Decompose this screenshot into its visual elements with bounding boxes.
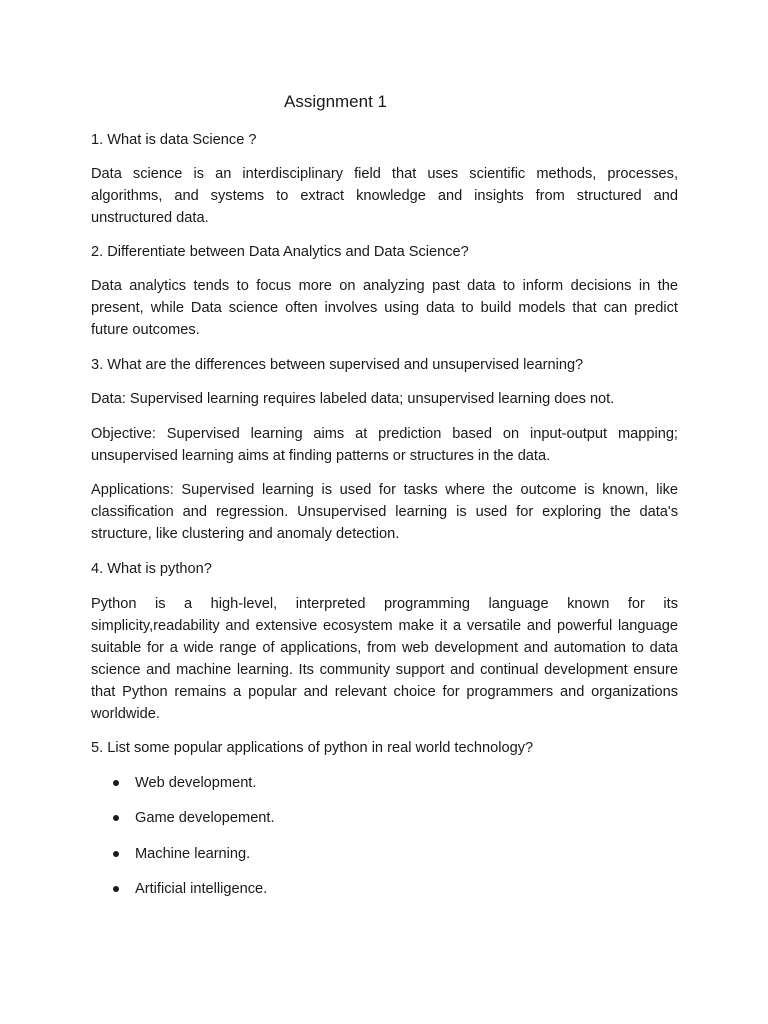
question-3: 3. What are the differences between supervised and unsupervised learning? <box>91 357 584 373</box>
question-2: 2. Differentiate between Data Analytics and Data Science? <box>91 244 469 260</box>
question-5: 5. List some popular applications of python in real world technology? <box>91 740 534 756</box>
list-item-text: Web development. <box>135 775 257 791</box>
document-title: Assignment 1 <box>284 92 387 111</box>
bullet-icon <box>113 886 119 892</box>
bullet-icon <box>113 780 119 786</box>
question-4: 4. What is python? <box>91 561 212 577</box>
list-item-text: Game developement. <box>135 810 275 826</box>
bullet-icon <box>113 851 119 857</box>
question-1: 1. What is data Science ? <box>91 132 257 148</box>
answer-2: Data analytics tends to focus more on analyzing past data to inform decisions in the present, while Data science often involves using data to build models that can predict future outcomes. <box>91 278 678 338</box>
answer-3-applications: Applications: Supervised learning is used for tasks where the outcome is known, like classification and regression. Unsupervised learning is used for exploring the data's structure, like clustering and anomaly detection. <box>91 482 678 542</box>
answer-1: Data science is an interdisciplinary field that uses scientific methods, processes, algorithms, and systems to extract knowledge and insights from structured and unstructured data. <box>91 166 678 226</box>
answer-4: Python is a high-level, interpreted programming language known for its simplicity,readability and extensive ecosystem make it a versatile and powerful language suitable for a wide range of applications, from web development and automation to data science and machine learning. Its community support and continual development ensure that Python remains a popular and relevant choice for programmers and organizations worldwide. <box>91 596 678 722</box>
bullet-icon <box>113 815 119 821</box>
answer-3-data: Data: Supervised learning requires labeled data; unsupervised learning does not. <box>91 391 615 407</box>
answer-3-objective: Objective: Supervised learning aims at prediction based on input-output mapping; unsupervised learning aims at finding patterns or structures in the data. <box>91 426 678 464</box>
list-item-text: Machine learning. <box>135 846 251 862</box>
list-item-text: Artificial intelligence. <box>135 881 268 897</box>
